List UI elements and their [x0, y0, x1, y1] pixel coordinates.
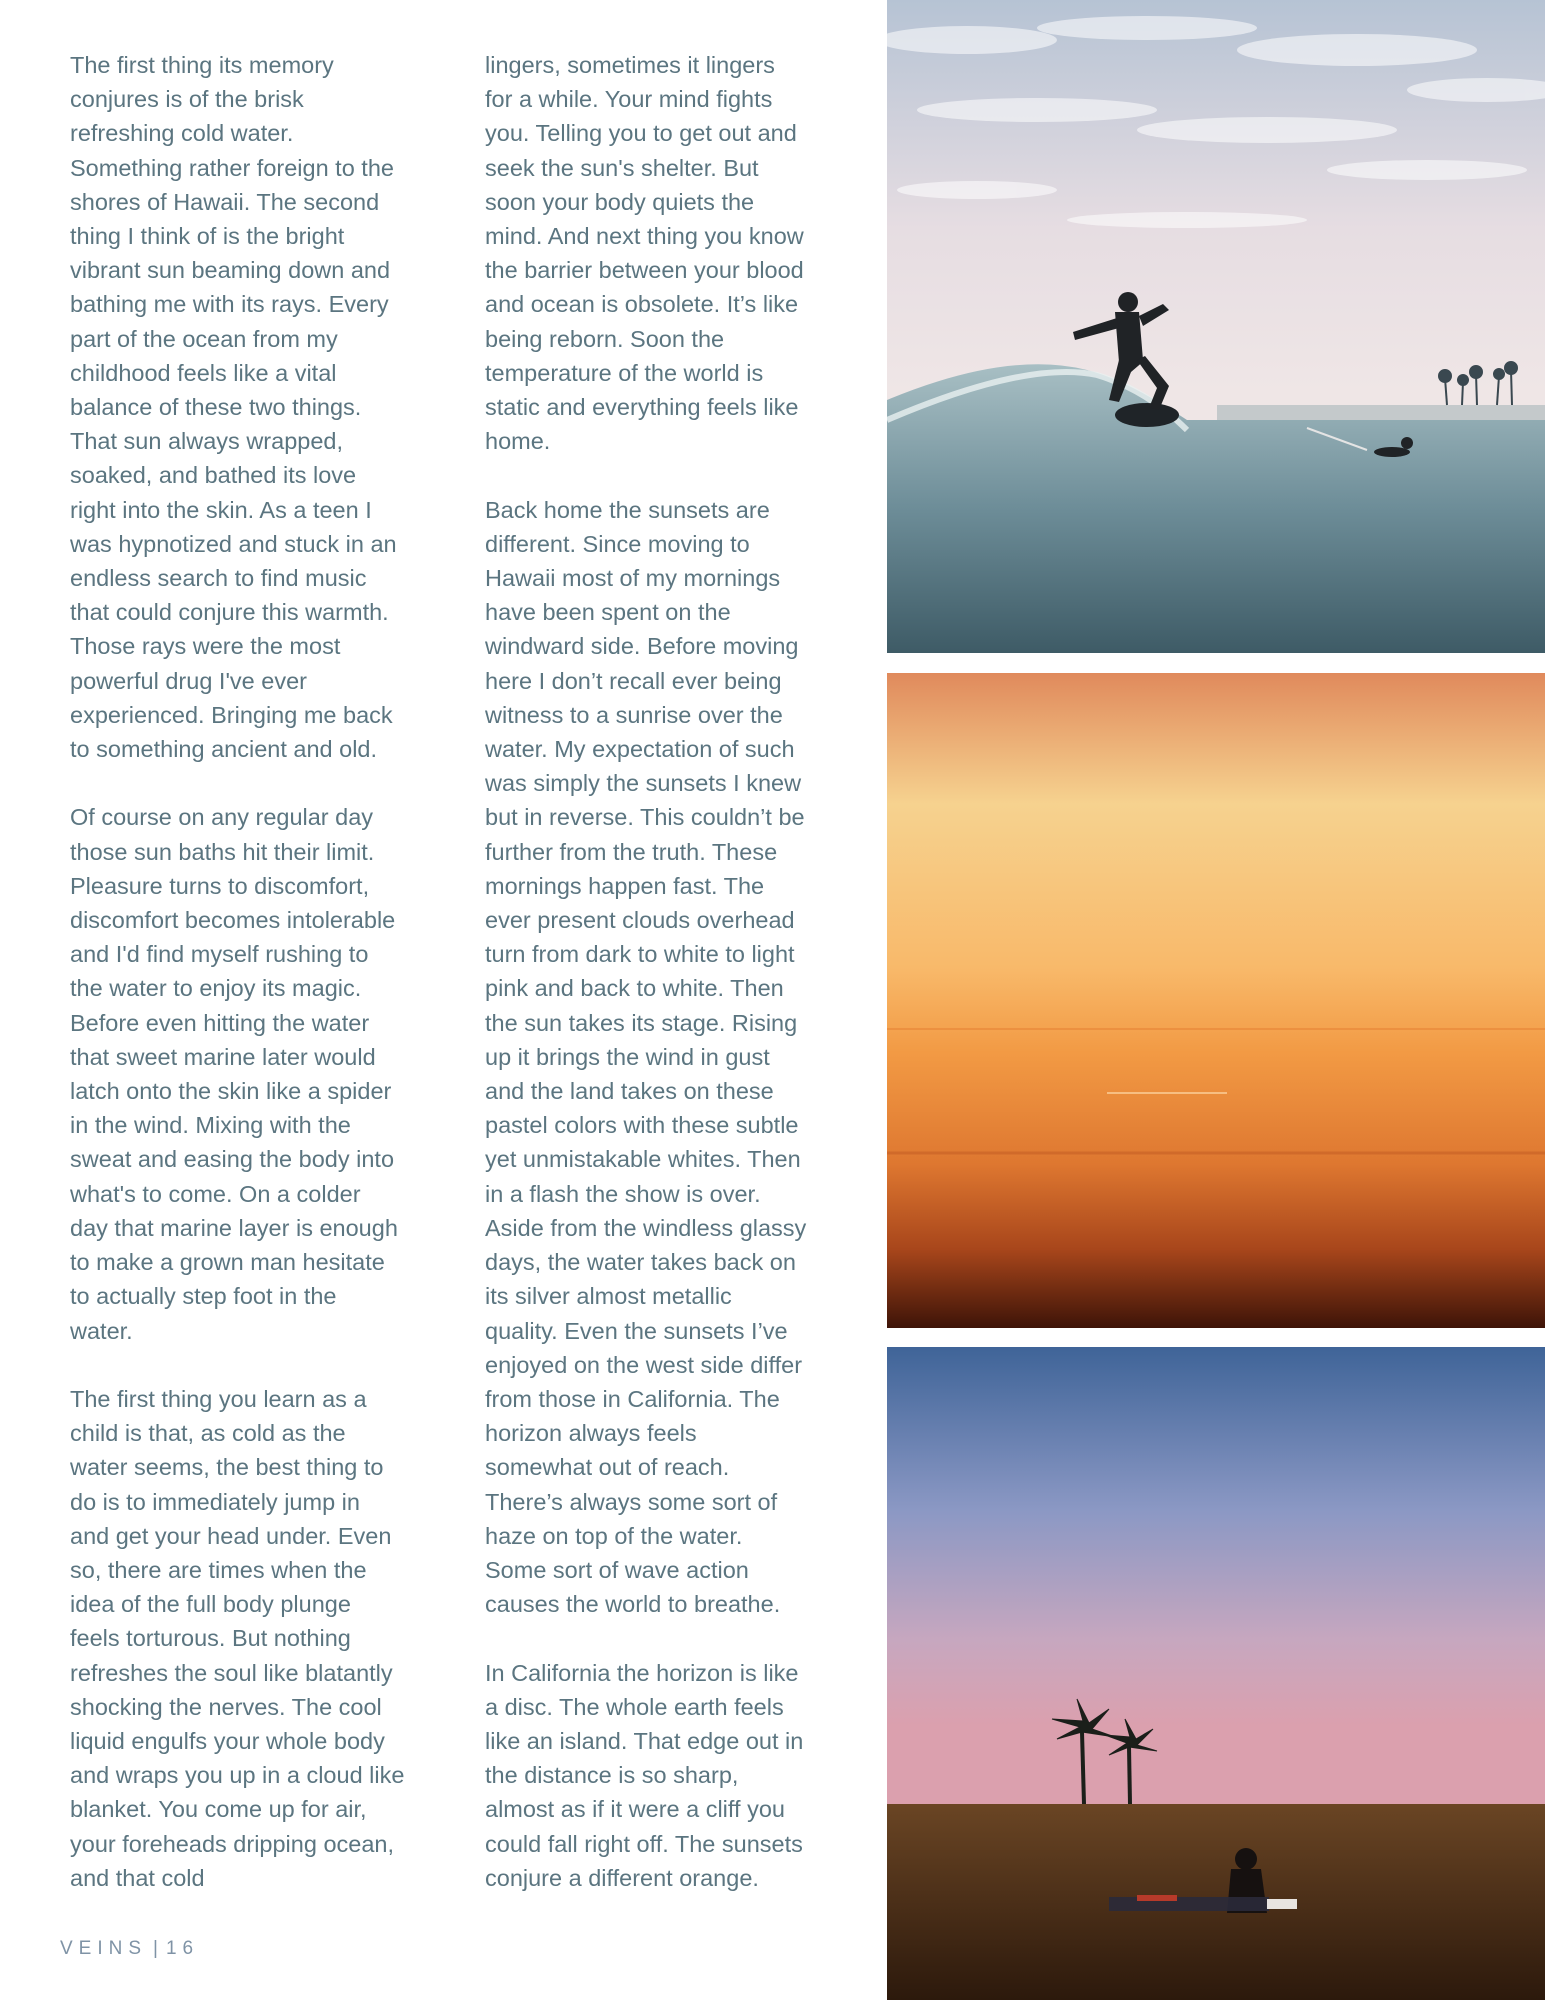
article-column-left	[70, 48, 440, 1895]
page-footer	[60, 1938, 199, 1960]
article-column-right	[485, 48, 855, 1895]
magazine-name: VEINS	[60, 1938, 148, 1959]
paragraph: In California the horizon is like a disc. The whole earth feels like an island. That edge out in the distance is so sharp, almost as if it were a cliff you could fall right off. The sunsets conjure a different orange.	[485, 1659, 804, 1891]
paragraph: Back home the sunsets are different. Since moving to Hawaii most of my mornings have been spent on the windward side. Before moving here I don’t recall ever being witness to a sunrise over the water. My expectation of such was simply the sunsets I knew but in reverse. This couldn’t be further from the truth. These mornings happen fast. The ever present clouds overhead turn from dark to white to light pink and back to white. Then the sun takes its stage. Rising up it brings the wind in gust and the land takes on these pastel colors with these subtle yet unmistakable whites. Then in a flash the show is over. Aside from the windless glassy days, the water takes back on its silver almost metallic quality. Even the sunsets I’ve enjoyed on the west side differ from those in California. The horizon always feels somewhat out of reach. There’s always some sort of haze on top of the water. Some sort of wave action causes the world to breathe.	[485, 496, 807, 1618]
paragraph: lingers, sometimes it lingers for a while. Your mind fights you. Telling you to get out and seek the sun's shelter. But soon your body quiets the mind. And next thing you know the barrier between your blood and ocean is obsolete. It’s like being reborn. Soon the temperature of the world is static and everything feels like home.	[485, 52, 804, 455]
page-number: 16	[165, 1938, 200, 1959]
footer-separator: |	[153, 1938, 158, 1959]
paragraph: Of course on any regular day those sun baths hit their limit. Pleasure turns to discomfort, discomfort becomes intolerable and I'd find myself rushing to the water to enjoy its magic. Before even hitting the water that sweet marine later would latch onto the skin like a spider in the wind. Mixing with the sweat and easing the body into what's to come. On a colder day that marine layer is enough to make a grown man hesitate to actually step foot in the water.	[70, 804, 398, 1344]
orange-sunset-ocean-photo	[887, 673, 1545, 1328]
surfer-riding-wave-photo	[887, 0, 1545, 653]
paragraph: The first thing its memory conjures is of the brisk refreshing cold water. Something rather foreign to the shores of Hawaii. The second thing I think of is the bright vibrant sun beaming down and bathing me with its rays. Every part of the ocean from my childhood feels like a vital balance of these two things. That sun always wrapped, soaked, and bathed its love right into the skin. As a teen I was hypnotized and stuck in an endless search to find music that could conjure this warmth. Those rays were the most powerful drug I've ever experienced. Bringing me back to something ancient and old.	[70, 52, 397, 763]
beach-palms-dusk-photo	[887, 1347, 1545, 2000]
paragraph: The first thing you learn as a child is that, as cold as the water seems, the best thing to do is to immediately jump in and get your head under. Even so, there are times when the idea of the full body plunge feels torturous. But nothing refreshes the soul like blatantly shocking the nerves. The cool liquid engulfs your whole body and wraps you up in a cloud like blanket. You come up for air, your foreheads dripping ocean, and that cold	[70, 1385, 405, 1891]
